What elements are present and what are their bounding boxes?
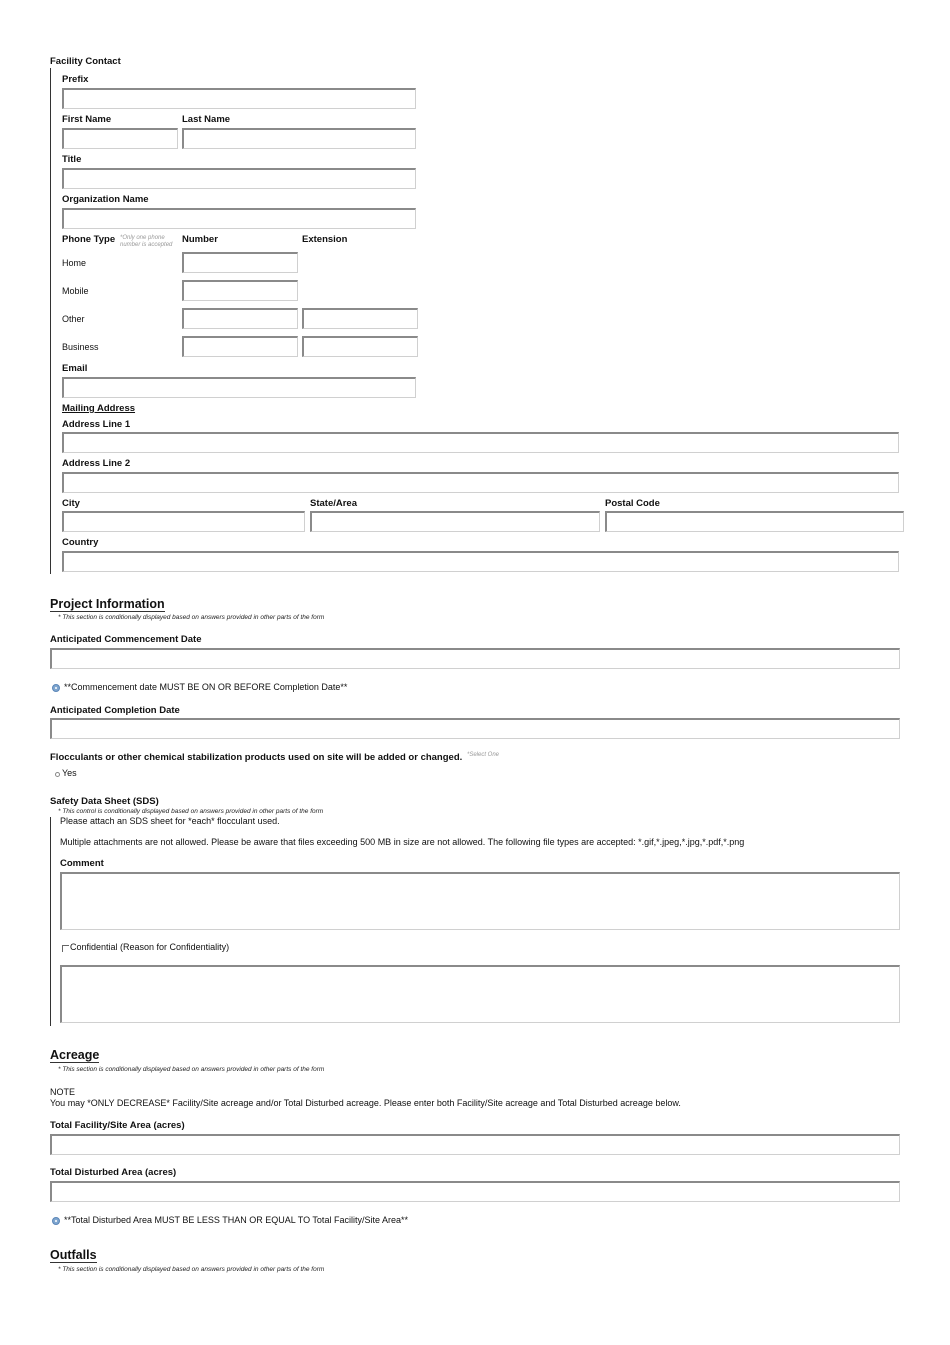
- state-input[interactable]: [310, 511, 600, 532]
- mailing-address-heading: Mailing Address: [62, 403, 136, 414]
- commencement-date-label: Anticipated Commencement Date: [50, 634, 202, 645]
- prefix-input[interactable]: [62, 88, 416, 109]
- flocculants-label: Flocculants or other chemical stabilization products used on site will be added or changed.: [50, 752, 463, 763]
- sds-instruction: Please attach an SDS sheet for *each* flocculant used.: [60, 816, 280, 826]
- comment-label: Comment: [60, 858, 104, 869]
- note-text: You may *ONLY DECREASE* Facility/Site acreage and/or Total Disturbed acreage. Please enter both Facility/Site acreage and Total Disturbed acreage below.: [50, 1098, 681, 1108]
- select-one-hint: *Select One: [467, 752, 500, 758]
- disturbed-area-label: Total Disturbed Area (acres): [50, 1167, 177, 1178]
- info-icon: [52, 1217, 60, 1225]
- phone-type-label: Phone Type: [62, 234, 116, 245]
- attachments-note: Multiple attachments are not allowed. Please be aware that files exceeding 500 MB in size are not allowed. The following file types are accepted: *.gif,*.jpeg,*.jpg,*.pdf,*.png: [60, 837, 745, 847]
- number-label: Number: [182, 234, 218, 245]
- acreage-heading: Acreage: [50, 1048, 100, 1062]
- completion-date-input[interactable]: [50, 718, 900, 739]
- project-conditional-note: * This section is conditionally displayed based on answers provided in other parts of the form: [58, 614, 325, 621]
- first-name-label: First Name: [62, 114, 112, 125]
- country-label: Country: [62, 537, 99, 548]
- sds-conditional-note: * This control is conditionally displayed based on answers provided in other parts of the form: [58, 808, 324, 815]
- project-information-heading: Project Information: [50, 597, 165, 611]
- comment-textarea[interactable]: [60, 872, 900, 930]
- acreage-conditional-note: * This section is conditionally displayed based on answers provided in other parts of the form: [58, 1066, 325, 1073]
- area-info-text: **Total Disturbed Area MUST BE LESS THAN OR EQUAL TO Total Facility/Site Area**: [64, 1215, 408, 1225]
- section-divider: [50, 68, 51, 574]
- city-label: City: [62, 498, 80, 509]
- commencement-date-input[interactable]: [50, 648, 900, 669]
- facility-contact-heading: Facility Contact: [50, 56, 121, 67]
- phone-type-home: Home: [62, 258, 87, 268]
- note-heading: NOTE: [50, 1087, 76, 1097]
- prefix-label: Prefix: [62, 74, 89, 85]
- completion-date-label: Anticipated Completion Date: [50, 705, 180, 716]
- business-extension-input[interactable]: [302, 336, 418, 357]
- organization-label: Organization Name: [62, 194, 149, 205]
- disturbed-area-input[interactable]: [50, 1181, 900, 1202]
- info-icon: [52, 684, 60, 692]
- address-line2-input[interactable]: [62, 472, 899, 493]
- last-name-input[interactable]: [182, 128, 416, 149]
- outfalls-heading: Outfalls: [50, 1248, 97, 1262]
- commencement-info-text: **Commencement date MUST BE ON OR BEFORE Completion Date**: [64, 682, 348, 692]
- total-area-input[interactable]: [50, 1134, 900, 1155]
- phone-hint: *Only one phone number is accepted: [120, 235, 173, 248]
- state-label: State/Area: [310, 498, 357, 509]
- sds-label: Safety Data Sheet (SDS): [50, 796, 159, 807]
- postal-code-input[interactable]: [605, 511, 904, 532]
- total-area-label: Total Facility/Site Area (acres): [50, 1120, 185, 1131]
- address-line1-input[interactable]: [62, 432, 899, 453]
- yes-option-label: Yes: [62, 768, 77, 778]
- address-line2-label: Address Line 2: [62, 458, 131, 469]
- confidential-reason-textarea[interactable]: [60, 965, 900, 1023]
- city-input[interactable]: [62, 511, 305, 532]
- extension-label: Extension: [302, 234, 348, 245]
- last-name-label: Last Name: [182, 114, 231, 125]
- organization-input[interactable]: [62, 208, 416, 229]
- phone-type-mobile: Mobile: [62, 286, 89, 296]
- other-number-input[interactable]: [182, 308, 298, 329]
- address-line1-label: Address Line 1: [62, 419, 131, 430]
- email-input[interactable]: [62, 377, 416, 398]
- other-extension-input[interactable]: [302, 308, 418, 329]
- confidential-label: Confidential (Reason for Confidentiality): [70, 942, 230, 952]
- confidential-checkbox[interactable]: [62, 945, 69, 952]
- outfalls-conditional-note: * This section is conditionally displayed based on answers provided in other parts of the form: [58, 1266, 325, 1273]
- title-label: Title: [62, 154, 82, 165]
- phone-type-other: Other: [62, 314, 85, 324]
- title-input[interactable]: [62, 168, 416, 189]
- home-number-input[interactable]: [182, 252, 298, 273]
- email-label: Email: [62, 363, 88, 374]
- postal-code-label: Postal Code: [605, 498, 660, 509]
- mobile-number-input[interactable]: [182, 280, 298, 301]
- phone-type-business: Business: [62, 342, 99, 352]
- sds-section-divider: [50, 817, 51, 1026]
- yes-radio[interactable]: [55, 772, 60, 777]
- country-input[interactable]: [62, 551, 899, 572]
- first-name-input[interactable]: [62, 128, 178, 149]
- business-number-input[interactable]: [182, 336, 298, 357]
